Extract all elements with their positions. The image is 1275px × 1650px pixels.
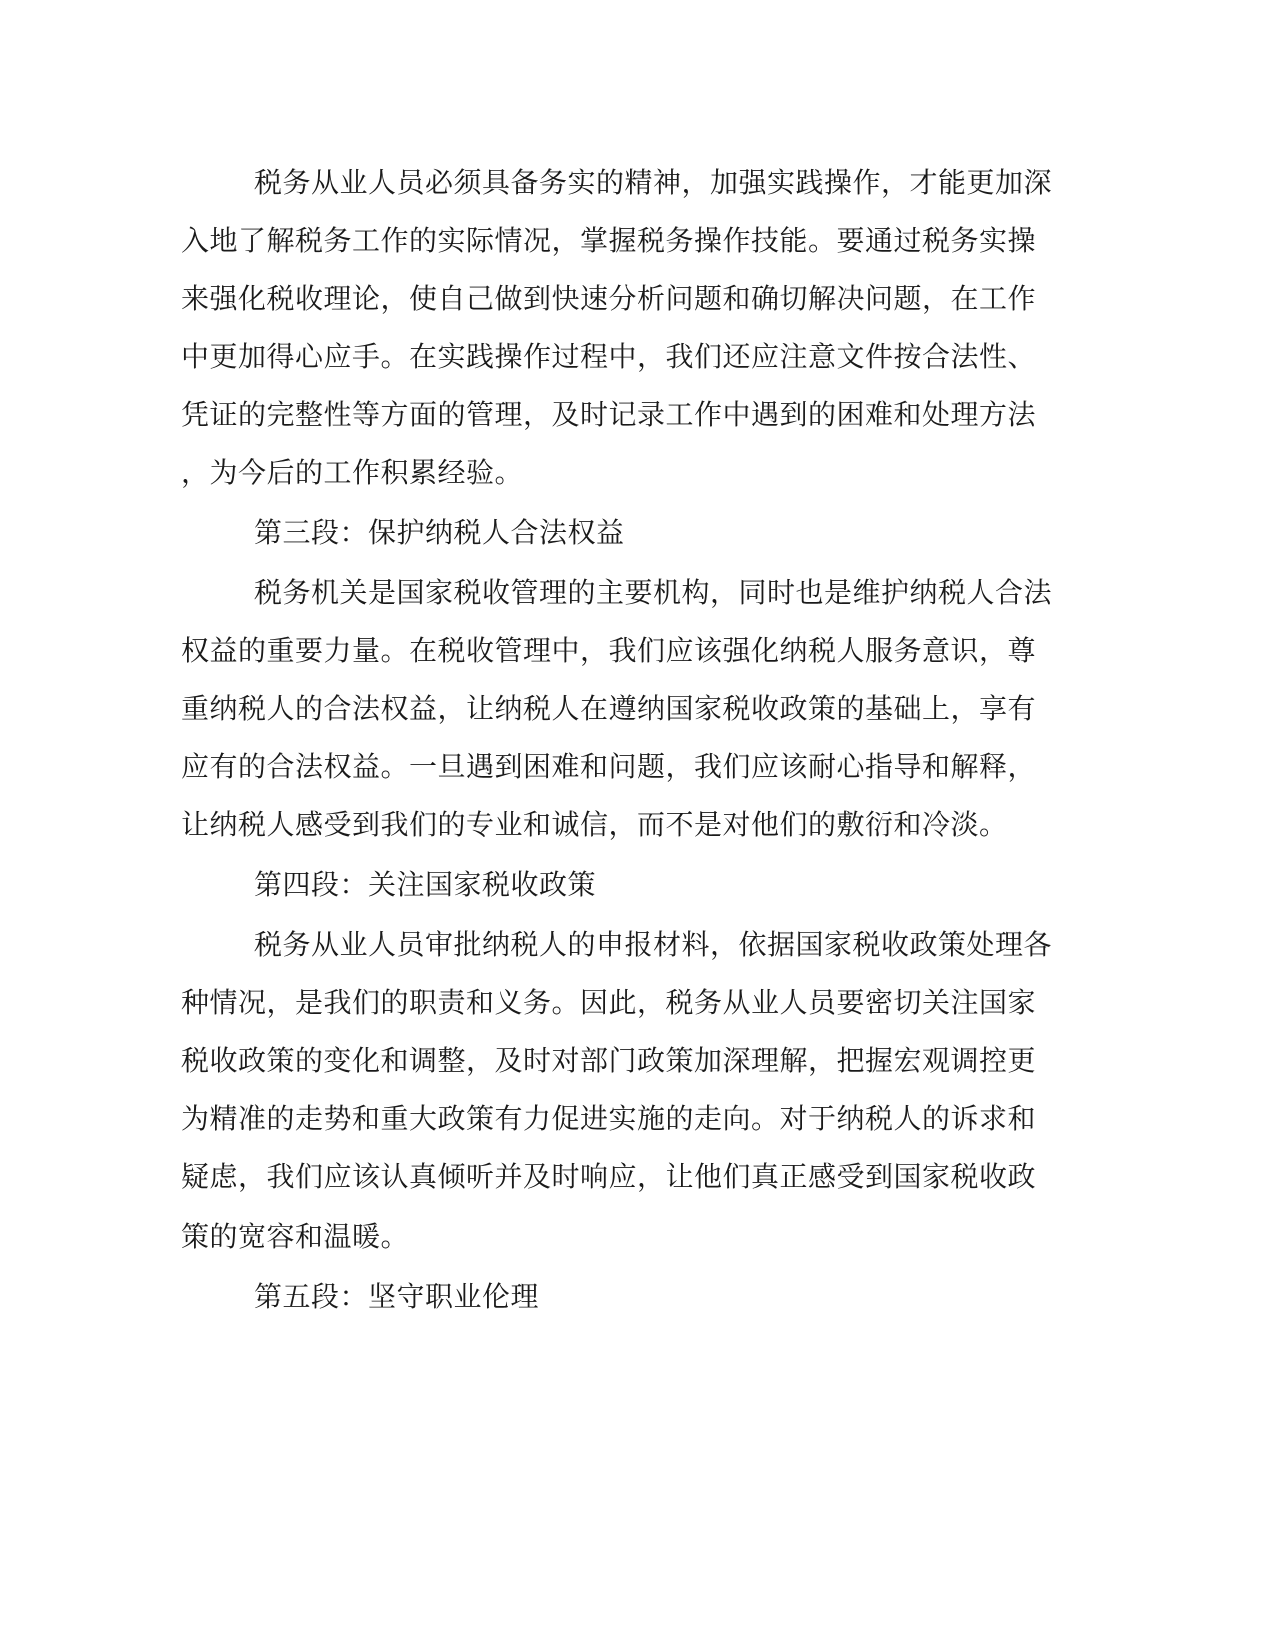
paragraph-line: 税务从业人员审批纳税人的申报材料，依据国家税收政策处理各 xyxy=(254,928,1053,961)
paragraph-line: 税务机关是国家税收管理的主要机构，同时也是维护纳税人合法 xyxy=(254,576,1053,609)
paragraph-line: 让纳税人感受到我们的专业和诚信，而不是对他们的敷衍和冷淡。 xyxy=(181,808,1008,841)
paragraph-line: 税收政策的变化和调整，及时对部门政策加深理解，把握宏观调控更 xyxy=(181,1044,1037,1077)
paragraph-line: 应有的合法权益。一旦遇到困难和问题，我们应该耐心指导和解释， xyxy=(181,750,1037,783)
paragraph-line: 凭证的完整性等方面的管理，及时记录工作中遇到的困难和处理方法 xyxy=(181,398,1037,431)
paragraph-line: ，为今后的工作积累经验。 xyxy=(181,456,524,489)
paragraph-line: 入地了解税务工作的实际情况，掌握税务操作技能。要通过税务实操 xyxy=(181,224,1037,257)
paragraph-line: 为精准的走势和重大政策有力促进实施的走向。对于纳税人的诉求和 xyxy=(181,1102,1037,1135)
paragraph-line: 重纳税人的合法权益，让纳税人在遵纳国家税收政策的基础上，享有 xyxy=(181,692,1037,725)
paragraph-line: 权益的重要力量。在税收管理中，我们应该强化纳税人服务意识，尊 xyxy=(181,634,1037,667)
paragraph-line: 疑虑，我们应该认真倾听并及时响应，让他们真正感受到国家税收政 xyxy=(181,1160,1037,1193)
paragraph-line: 来强化税收理论，使自己做到快速分析问题和确切解决问题，在工作 xyxy=(181,282,1037,315)
paragraph-line: 税务从业人员必须具备务实的精神，加强实践操作，才能更加深 xyxy=(254,166,1053,199)
section-heading: 第五段：坚守职业伦理 xyxy=(254,1280,540,1313)
paragraph-line: 中更加得心应手。在实践操作过程中，我们还应注意文件按合法性、 xyxy=(181,340,1037,373)
paragraph-line: 策的宽容和温暖。 xyxy=(181,1220,410,1253)
section-heading: 第四段：关注国家税收政策 xyxy=(254,868,597,901)
section-heading: 第三段：保护纳税人合法权益 xyxy=(254,516,625,549)
paragraph-line: 种情况，是我们的职责和义务。因此，税务从业人员要密切关注国家 xyxy=(181,986,1037,1019)
